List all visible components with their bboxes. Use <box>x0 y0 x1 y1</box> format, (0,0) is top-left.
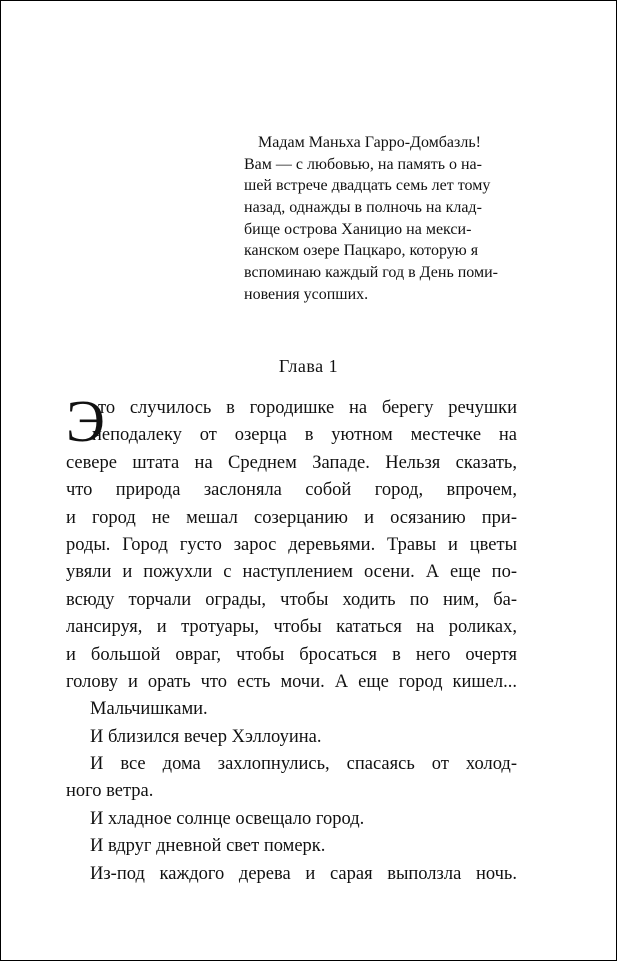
text-line: И вдруг дневной свет померк. <box>90 836 326 857</box>
text-line: И близился вечер Хэллоуина. <box>90 726 322 747</box>
chapter-title: Глава 1 <box>278 356 339 376</box>
text-line: лансируя, и тротуары, чтобы кататься на роликах, <box>66 617 517 638</box>
text-line: что природа заслоняла собой город, впрочем, <box>66 480 517 501</box>
dedication-line: Вам — с любовью, на память о на- <box>244 155 482 173</box>
dedication <box>244 132 516 306</box>
dedication-line: Мадам Маньха Гарро-Домбазль! <box>258 134 481 151</box>
text-line: роды. Город густо зарос деревьями. Травы и цветы <box>66 534 517 555</box>
dedication-line: вспоминаю каждый год в День поми- <box>244 264 499 282</box>
dedication-line: шей встрече двадцать семь лет тому <box>244 177 491 195</box>
text-line: и большой овраг, чтобы бросаться в него очертя <box>66 644 517 665</box>
text-line: ного ветра. <box>66 781 154 802</box>
text-line: увяли и пожухли с наступлением осени. А еще по- <box>66 562 517 583</box>
dedication-line: бище острова Ханицио на мекси- <box>244 220 472 238</box>
text-line: то случилось в городишке на берегу речушки <box>98 398 517 418</box>
text-line: Мальчишками. <box>90 699 208 720</box>
text-line: И хладное солнце освещало город. <box>90 808 365 829</box>
text-line: севере штата на Среднем Западе. Нельзя сказать, <box>66 452 517 473</box>
text-line: Из-под каждого дерева и сарая выползла ночь. <box>90 863 517 884</box>
text-line: неподалеку от озерца в уютном местечке на <box>92 425 517 446</box>
text-line: всюду торчали ограды, чтобы ходить по ним, ба- <box>66 589 517 610</box>
text-line: и город не мешал созерцанию и осязанию при- <box>66 507 517 528</box>
dedication-line: канском озере Пацкаро, которую я <box>244 242 479 260</box>
text-line: голову и орать что есть мочи. А еще город кишел... <box>66 671 517 692</box>
drop-cap: Э <box>66 388 105 454</box>
dedication-line: новения усопших. <box>244 285 369 303</box>
chapter-body <box>66 388 517 888</box>
dedication-line: назад, однажды в полночь на клад- <box>244 199 482 217</box>
text-line: И все дома захлопнулись, спасаясь от холод- <box>90 754 517 775</box>
